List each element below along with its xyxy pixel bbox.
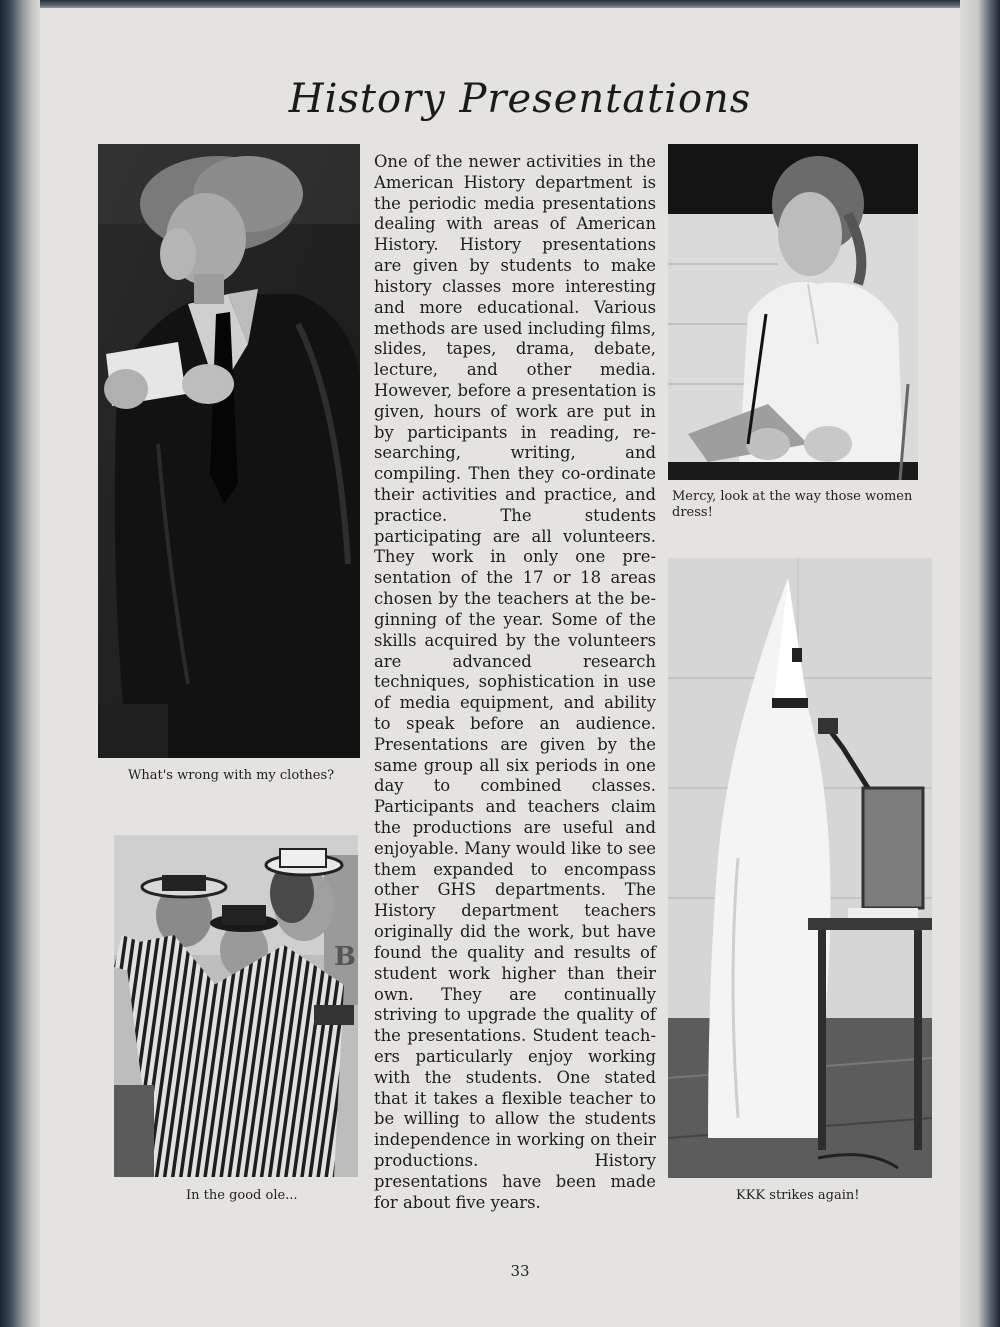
- caption-striped-jackets: In the good ole...: [186, 1188, 298, 1203]
- striped-jackets-image: [114, 835, 358, 1177]
- photo-boy-in-suit: [98, 144, 360, 758]
- caption-girl-reading: Mercy, look at the way those women dress!: [672, 489, 913, 520]
- book-spine-shadow: [0, 0, 40, 1327]
- boy-in-suit-image: [98, 144, 360, 758]
- caption-boy-in-suit: What's wrong with my clothes?: [128, 768, 335, 783]
- photo-girl-reading: [668, 144, 918, 480]
- photo-hooded-figure: [668, 558, 932, 1178]
- page-right-edge: [960, 0, 1000, 1327]
- caption-hooded-figure: KKK strikes again!: [736, 1188, 860, 1203]
- girl-reading-image: [668, 144, 918, 480]
- article-body: One of the newer activities in the American History department is the periodic media presentations dealing with areas of American History. History presentations are given by students to make history classes more interesting and more educational. Various methods are used including films, slides, tapes, drama, debate, lecture, and other media. However, before a presentation is given, hours of work are put in by participants in reading, researching, writing, and compiling. Then they co-ordinate their activities and practice, and practice. The students participating are all volunteers. They work in only one presentation of the 17 or 18 areas chosen by the teachers at the beginning of the year. Some of the skills acquired by the volunteers are advanced research techniques, sophistication in use of media equipment, and ability to speak before an audience. Presentations are given by the same group all six periods in one day to combined classes. Participants and teachers claim the productions are useful and enjoyable. Many would like to see them expanded to encompass other GHS departments. The History department teachers originally did the work, but have found the quality and results of student work higher than their own. They are continually striving to upgrade the quality of the presentations. Student teachers particularly enjoy working with the students. One stated that it takes a flexible teacher to be willing to allow the students independence in working on their productions. History presentations have been made for about five years.: [374, 152, 656, 1212]
- hooded-figure-image: [668, 558, 932, 1178]
- page-title: History Presentations: [288, 76, 752, 122]
- svg-text:B: B: [334, 942, 356, 972]
- page-number: 33: [510, 1262, 530, 1280]
- photo-striped-jackets: [114, 835, 358, 1177]
